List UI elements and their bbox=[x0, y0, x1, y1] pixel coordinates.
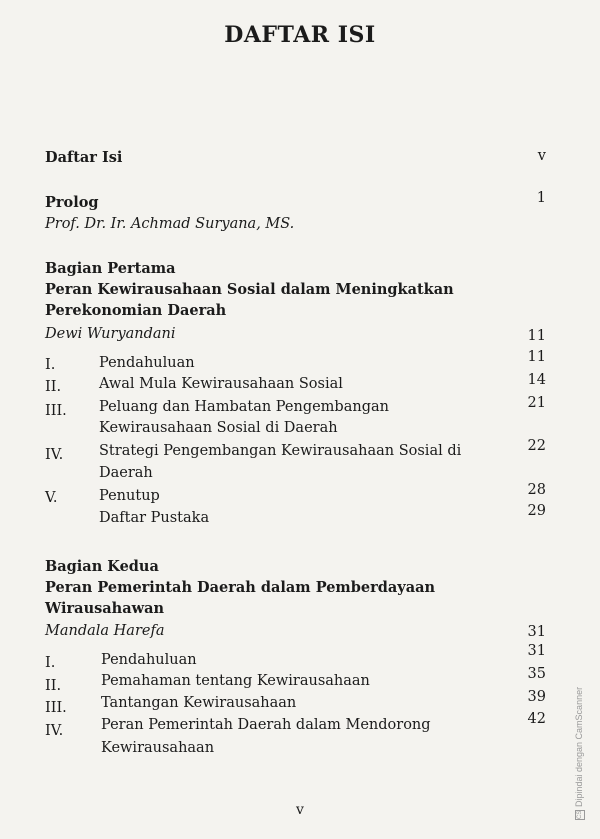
scanner-watermark bbox=[574, 660, 585, 820]
section-author: Dewi Wuryandani bbox=[45, 326, 176, 342]
toc-entry-daftar-isi: Daftar Isi bbox=[45, 149, 123, 166]
toc-page: 14 bbox=[527, 372, 546, 388]
toc-author-prolog: Prof. Dr. Ir. Achmad Suryana, MS. bbox=[45, 216, 295, 232]
toc-num: III. bbox=[45, 403, 67, 419]
section-author: Mandala Harefa bbox=[45, 623, 165, 639]
toc-entry: Penutup bbox=[99, 488, 160, 504]
toc-page: 21 bbox=[527, 395, 546, 411]
toc-entry-continued: Kewirausahaan bbox=[101, 740, 215, 756]
toc-page-prolog: 1 bbox=[536, 190, 546, 206]
toc-page: 35 bbox=[527, 666, 546, 682]
toc-entry-continued: Daerah bbox=[99, 465, 153, 481]
watermark-text: Dipindai dengan CamScanner bbox=[574, 686, 584, 807]
toc-page: 42 bbox=[527, 711, 546, 727]
toc-entry-prolog: Prolog bbox=[45, 194, 99, 211]
toc-entry: Pendahuluan bbox=[99, 355, 195, 371]
toc-page: 29 bbox=[527, 503, 546, 519]
toc-num: V. bbox=[45, 490, 58, 506]
section-title-line-1: Peran Pemerintah Daerah dalam Pemberdayaan bbox=[45, 579, 436, 596]
toc-page-daftar-isi: v bbox=[537, 148, 546, 164]
toc-num: I. bbox=[45, 655, 56, 671]
section-author-page: 31 bbox=[527, 624, 546, 640]
toc-page: 11 bbox=[527, 349, 546, 365]
toc-entry-continued: Kewirausahaan Sosial di Daerah bbox=[99, 420, 338, 436]
toc-entry: Peluang dan Hambatan Pengembangan bbox=[99, 399, 389, 415]
toc-page: 28 bbox=[527, 482, 546, 498]
section-author-page: 11 bbox=[527, 328, 546, 344]
toc-entry: Peran Pemerintah Daerah dalam Mendorong bbox=[101, 717, 431, 733]
toc-entry: Pemahaman tentang Kewirausahaan bbox=[101, 673, 370, 689]
toc-num: IV. bbox=[45, 723, 64, 739]
toc-num: II. bbox=[45, 678, 62, 694]
section-title-line-2: Perekonomian Daerah bbox=[45, 302, 227, 319]
section-label-bagian-kedua: Bagian Kedua bbox=[45, 558, 159, 575]
section-title-line-1: Peran Kewirausahaan Sosial dalam Meningkatkan bbox=[45, 281, 454, 298]
toc-page: 31 bbox=[527, 643, 546, 659]
toc-entry: Daftar Pustaka bbox=[99, 510, 210, 526]
toc-page: 39 bbox=[527, 689, 546, 705]
toc-num: IV. bbox=[45, 447, 64, 463]
camscanner-icon: CS bbox=[576, 810, 583, 819]
toc-entry: Awal Mula Kewirausahaan Sosial bbox=[99, 376, 343, 392]
page-title: DAFTAR ISI bbox=[224, 22, 376, 48]
section-label-bagian-pertama: Bagian Pertama bbox=[45, 260, 176, 277]
toc-entry: Pendahuluan bbox=[101, 652, 197, 668]
section-title-line-2: Wirausahawan bbox=[45, 600, 165, 617]
toc-num: I. bbox=[45, 357, 56, 373]
toc-num: III. bbox=[45, 700, 67, 716]
page-number: v bbox=[296, 802, 304, 818]
toc-entry: Tantangan Kewirausahaan bbox=[101, 695, 297, 711]
toc-entry: Strategi Pengembangan Kewirausahaan Sosial di bbox=[99, 443, 462, 459]
toc-num: II. bbox=[45, 379, 62, 395]
toc-page: 22 bbox=[527, 438, 546, 454]
